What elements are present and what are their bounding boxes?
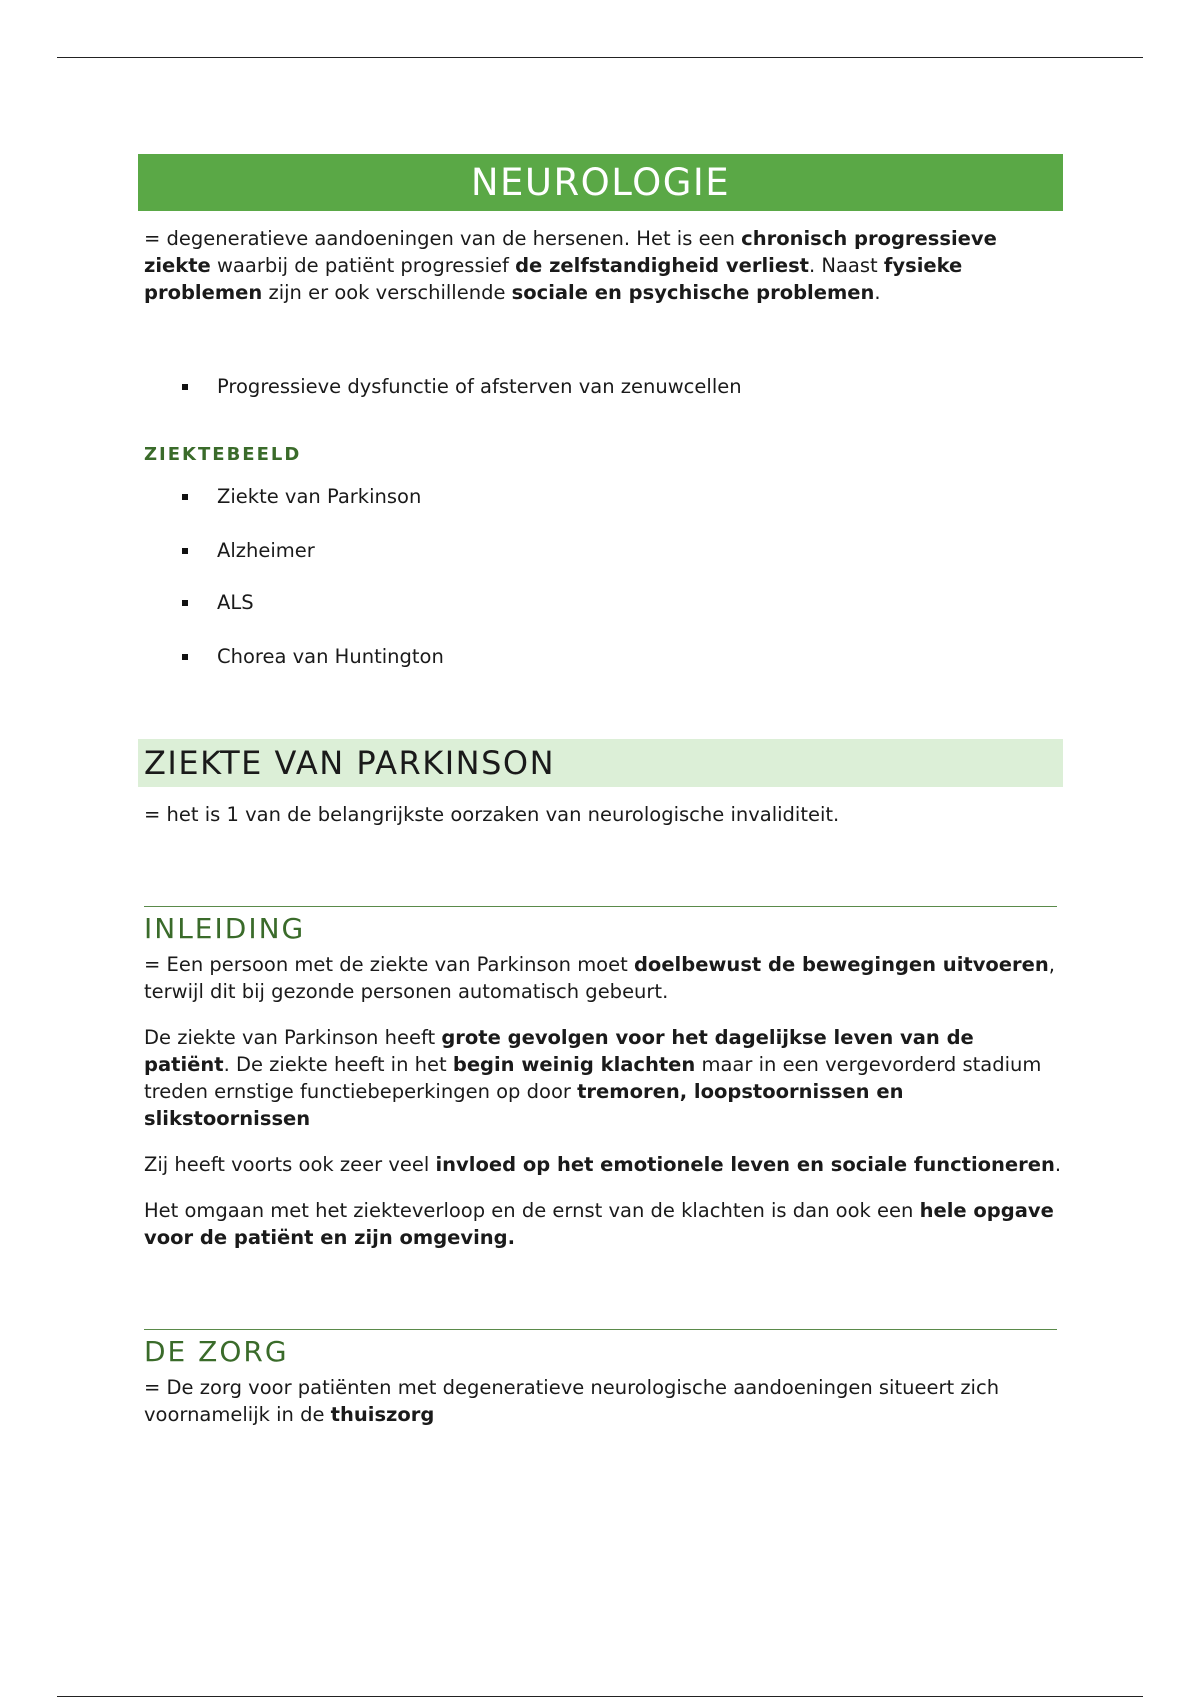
parkinson-heading: ZIEKTE VAN PARKINSON [138,739,1063,787]
paragraph-emphasis: doelbewust de bewegingen uitvoeren [633,953,1049,976]
intro-emphasis: de zelfstandigheid verliest [515,254,809,277]
intro-text: . Naast [809,254,884,277]
list-item: Progressieve dysfunctie of afsterven van zenuwcellen [138,373,1063,400]
paragraph-emphasis: grote gevolgen voor het dagelijkse leven van de patiënt [144,1026,974,1076]
intro-text: . [874,281,881,304]
paragraph-text: = De zorg voor patiënten met degeneratieve neurologische aandoeningen situeert zich voornamelijk in de [144,1376,1000,1426]
page-top-rule [57,57,1143,58]
paragraph-emphasis: hele opgave voor de patiënt en zijn omgeving. [144,1199,1054,1249]
paragraph-emphasis: thuiszorg [330,1403,435,1426]
paragraph-text: De ziekte van Parkinson heeft [144,1026,442,1049]
parkinson-definition: = het is 1 van de belangrijkste oorzaken van neurologische invaliditeit. [144,803,840,826]
intro-text: = degeneratieve aandoeningen van de hersenen. Het is een [144,227,742,250]
page-bottom-rule [57,1696,1143,1697]
intro-text: zijn er ook verschillende [262,281,512,304]
zorg-heading: DE ZORG [144,1335,289,1368]
paragraph-text: . [1054,1153,1062,1176]
paragraph-text: maar in een vergevorderd stadium treden ernstige functiebeperkingen op door [144,1053,1042,1103]
ziektebeeld-heading: ZIEKTEBEELD [144,444,302,465]
paragraph-emphasis: tremoren, loopstoornissen en slikstoornissen [144,1080,904,1130]
paragraph-text: = Een persoon met de ziekte van Parkinson moet [144,953,634,976]
intro-text: waarbij de patiënt progressief [210,254,516,277]
paragraph-emphasis: invloed op het emotionele leven en sociale functioneren [435,1153,1055,1176]
list-item: Chorea van Huntington [138,643,1063,670]
inleiding-paragraph-4 [144,1197,1063,1251]
inleiding-heading-block [144,906,1057,951]
zorg-paragraph [144,1374,1063,1428]
inleiding-paragraph-3 [144,1151,1063,1178]
document-page [138,154,1063,1428]
paragraph-emphasis: begin weinig klachten [452,1053,696,1076]
intro-paragraph [144,225,1063,306]
paragraph-text: . De ziekte heeft in het [223,1053,453,1076]
list-item: Alzheimer [138,537,1063,564]
list-item: Ziekte van Parkinson [138,483,1063,510]
intro-emphasis: fysieke problemen [144,254,963,304]
paragraph-text: , terwijl dit bij gezonde personen automatisch gebeurt. [144,953,1055,1003]
ziektebeeld-list [138,483,1063,670]
inleiding-heading: INLEIDING [144,912,306,945]
intro-bullet-list [138,373,1063,400]
document-title: NEUROLOGIE [138,154,1063,211]
intro-emphasis: sociale en psychische problemen [511,281,875,304]
list-item: ALS [138,589,1063,616]
inleiding-paragraph-1 [144,951,1063,1005]
zorg-heading-block [144,1329,1057,1374]
inleiding-paragraph-2 [144,1024,1063,1132]
paragraph-text: Het omgaan met het ziekteverloop en de ernst van de klachten is dan ook een [144,1199,920,1222]
paragraph-text: Zij heeft voorts ook zeer veel [144,1153,436,1176]
intro-emphasis: chronisch progressieve ziekte [144,227,997,277]
